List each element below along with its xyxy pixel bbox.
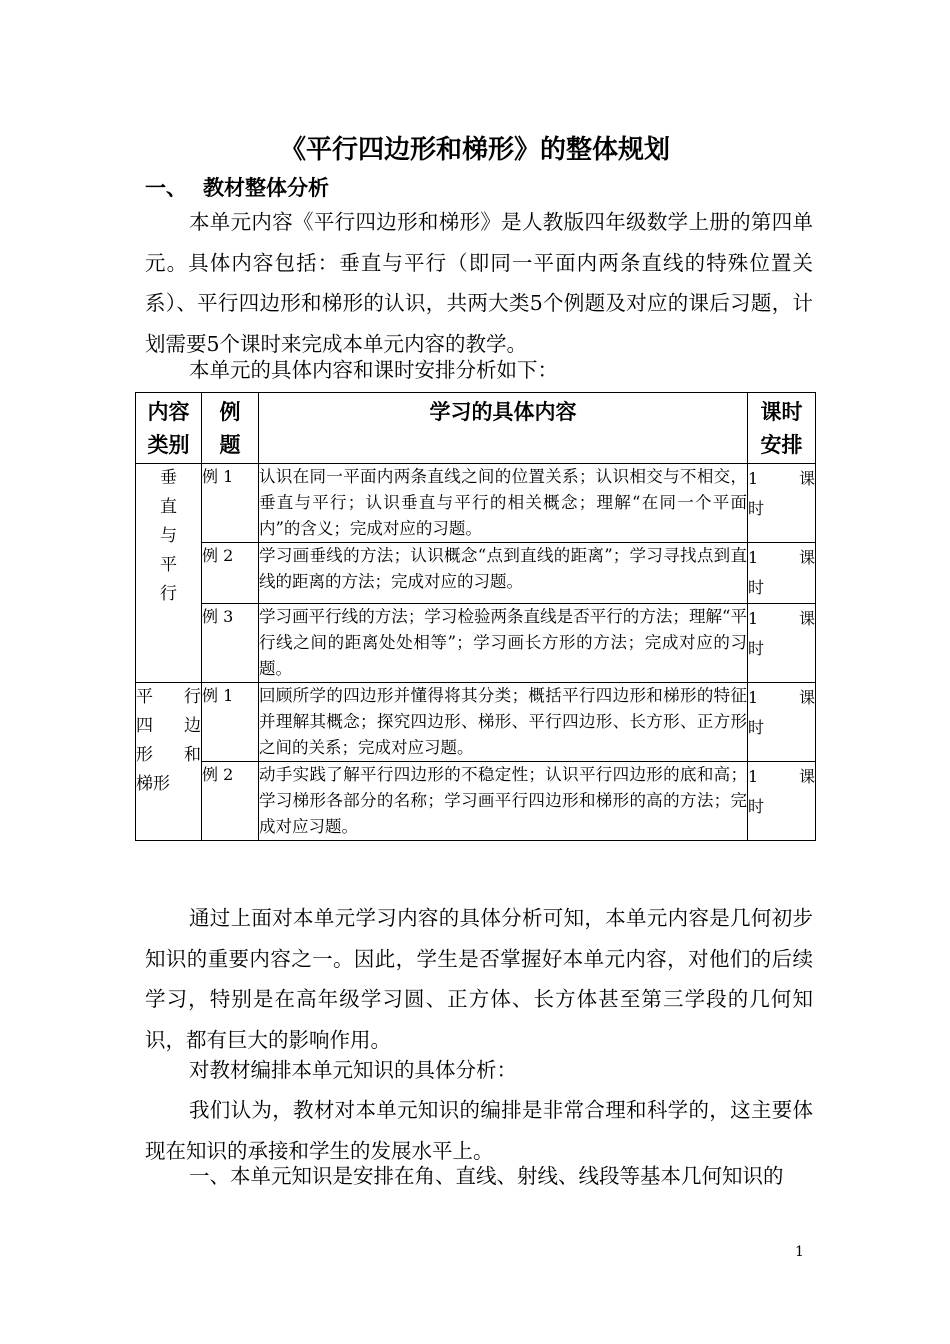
table-intro-paragraph: 本单元的具体内容和课时安排分析如下： <box>189 358 558 382</box>
example-cell: 例 2 <box>202 543 259 604</box>
hours-cell: 1 课 时 <box>748 604 816 683</box>
hours-cell: 1 课 时 <box>748 683 816 762</box>
table-row <box>136 762 816 841</box>
content-cell: 学习画垂线的方法；认识概念“点到直线的距离”；学习寻找点到直线的距离的方法；完成对应的习题。 <box>259 543 748 604</box>
example-cell: 例 1 <box>202 464 259 543</box>
category-cell: 垂 直 与 平 行 <box>136 464 202 683</box>
hours-cell: 1 课 时 <box>748 464 816 543</box>
section-number: 一、 <box>145 175 187 200</box>
content-cell: 回顾所学的四边形并懂得将其分类；概括平行四边形和梯形的特征并理解其概念；探究四边形、梯形、平行四边形、长方形、正方形之间的关系；完成对应习题。 <box>259 683 748 762</box>
content-cell: 动手实践了解平行四边形的不稳定性；认识平行四边形的底和高；学习梯形各部分的名称；学习画平行四边形和梯形的高的方法；完成对应习题。 <box>259 762 748 841</box>
content-cell: 学习画平行线的方法；学习检验两条直线是否平行的方法；理解“平行线之间的距离处处相等”；学习画长方形的方法；完成对应的习题。 <box>259 604 748 683</box>
point-one-paragraph: 一、本单元知识是安排在角、直线、射线、线段等基本几何知识的 <box>189 1164 784 1188</box>
content-table <box>135 392 816 841</box>
category-cell: 平 行 四 边 形 和 梯形 <box>136 683 202 841</box>
table-row <box>136 604 816 683</box>
hours-cell: 1 课 时 <box>748 762 816 841</box>
example-cell: 例 1 <box>202 683 259 762</box>
intro-paragraph: 本单元内容《平行四边形和梯形》是人教版四年级数学上册的第四单元。具体内容包括：垂直与平行（即同一平面内两条直线的特殊位置关系）、平行四边形和梯形的认识，共两大类5个例题及对应的课后习题，计划需要5个课时来完成本单元内容的教学。 <box>145 210 813 356</box>
analysis-subheading: 对教材编排本单元知识的具体分析： <box>189 1058 517 1082</box>
example-cell: 例 3 <box>202 604 259 683</box>
page-number: 1 <box>795 1244 804 1260</box>
content-cell: 认识在同一平面内两条直线之间的位置关系；认识相交与不相交，垂直与平行；认识垂直与平行的相关概念；理解“在同一个平面内”的含义；完成对应的习题。 <box>259 464 748 543</box>
hours-cell: 1 课 时 <box>748 543 816 604</box>
table-row <box>136 464 816 543</box>
section-heading <box>145 172 329 204</box>
header-hours: 课时 安排 <box>748 393 816 464</box>
header-category: 内容 类别 <box>136 393 202 464</box>
header-example: 例 题 <box>202 393 259 464</box>
opinion-paragraph: 我们认为，教材对本单元知识的编排是非常合理和科学的，这主要体现在知识的承接和学生的发展水平上。 <box>145 1098 813 1163</box>
section-title: 教材整体分析 <box>203 175 329 200</box>
table-row <box>136 683 816 762</box>
example-cell: 例 2 <box>202 762 259 841</box>
table-row <box>136 543 816 604</box>
document-title: 《平行四边形和梯形》的整体规划 <box>279 135 670 165</box>
header-content: 学习的具体内容 <box>259 393 748 464</box>
table-header-row <box>136 393 816 464</box>
analysis-paragraph: 通过上面对本单元学习内容的具体分析可知，本单元内容是几何初步知识的重要内容之一。因此，学生是否掌握好本单元内容，对他们的后续学习，特别是在高年级学习圆、正方体、长方体甚至第三学段的几何知识，都有巨大的影响作用。 <box>145 906 813 1052</box>
